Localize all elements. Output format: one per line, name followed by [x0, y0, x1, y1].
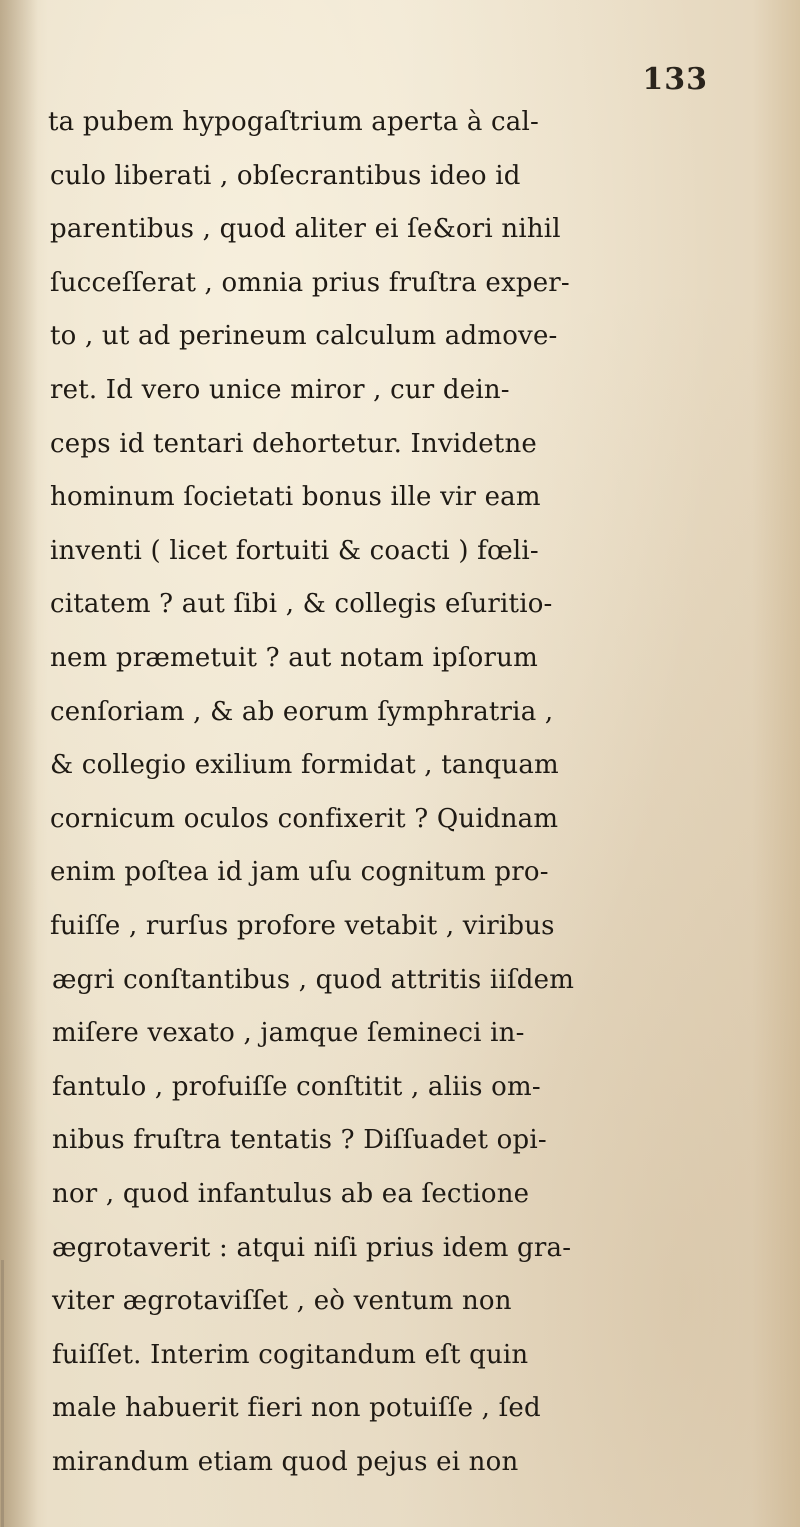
text-line: ceps id tentari dehortetur. Invidetne [50, 429, 537, 459]
text-line: viter ægrotaviſſet , eò ventum non [52, 1286, 512, 1316]
text-line: mirandum etiam quod pejus ei non [52, 1447, 519, 1477]
text-line: nor , quod infantulus ab ea ſectione [52, 1179, 530, 1209]
text-line: ægrotaverit : atqui niſi prius idem gra- [52, 1233, 572, 1263]
text-line: nem præmetuit ? aut notam ipſorum [50, 643, 538, 673]
text-line: ægri conſtantibus , quod attritis iiſdem [52, 965, 575, 995]
text-line: ta pubem hypogaſtrium aperta à cal- [48, 107, 540, 137]
text-line: hominum ſocietati bonus ille vir eam [50, 482, 541, 512]
text-line: cenſoriam , & ab eorum ſymphratria , [50, 697, 554, 727]
text-line: miſere vexato , jamque ſemineci in- [52, 1018, 525, 1048]
text-line: parentibus , quod aliter ei ſe&ori nihil [50, 214, 561, 244]
text-line: & collegio exilium formidat , tanquam [50, 750, 559, 780]
text-line: ret. Id vero unice miror , cur dein- [50, 375, 510, 405]
text-line: male habuerit fieri non potuiſſe , ſed [52, 1393, 541, 1423]
text-line: cornicum oculos confixerit ? Quidnam [50, 804, 559, 834]
text-line: fuiſſet. Interim cogitandum eſt quin [52, 1340, 529, 1370]
text-line: fantulo , profuiſſe conſtitit , aliis om- [52, 1072, 541, 1102]
page-number: 133 [642, 62, 708, 97]
text-line: inventi ( licet fortuiti & coacti ) fœli- [50, 536, 539, 566]
text-line: fuiſſe , rurſus profore vetabit , viribus [50, 911, 555, 941]
text-line: enim poſtea id jam uſu cognitum pro- [50, 857, 549, 887]
text-line: nibus fruſtra tentatis ? Diſſuadet opi- [52, 1125, 547, 1155]
text-line: culo liberati , obſecrantibus ideo id [50, 161, 521, 191]
text-line: citatem ? aut ſibi , & collegis eſuritio- [50, 589, 553, 619]
text-line: to , ut ad perineum calculum admove- [50, 321, 558, 351]
text-line: ſucceſſerat , omnia prius fruſtra exper- [50, 268, 570, 298]
